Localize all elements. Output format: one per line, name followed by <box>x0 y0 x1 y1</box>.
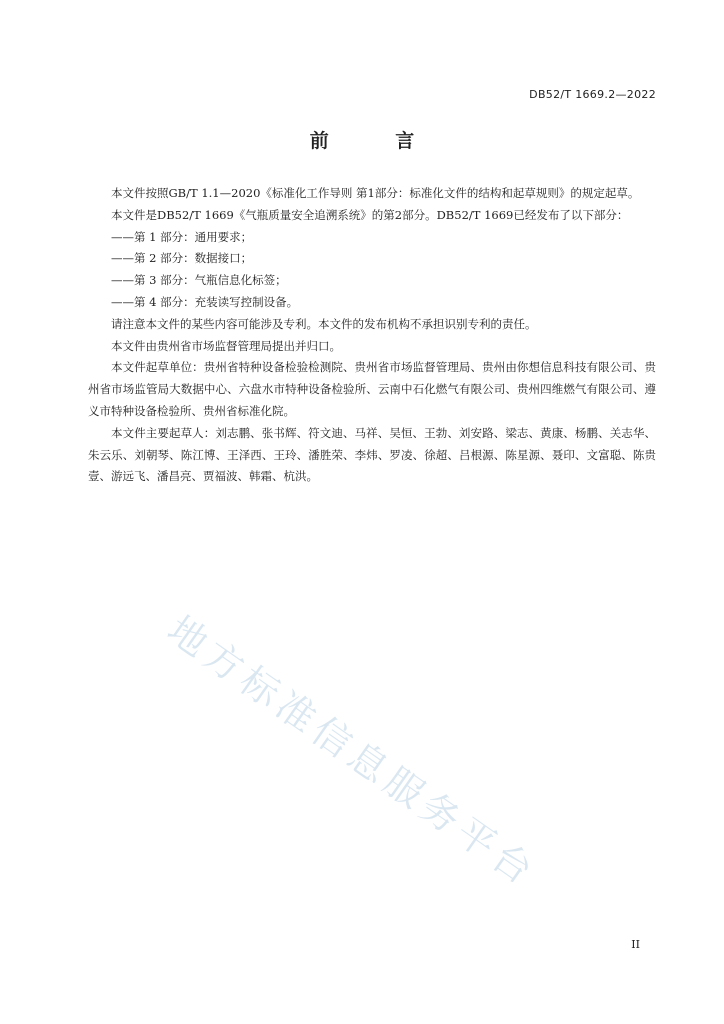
list-item-part-2: ——第 2 部分：数据接口； <box>111 251 253 266</box>
page-number: II <box>631 938 640 951</box>
paragraph-patent-notice: 请注意本文件的某些内容可能涉及专利。本文件的发布机构不承担识别专利的责任。 <box>111 316 537 331</box>
watermark: 地方标准信息服务平台 <box>159 607 546 896</box>
foreword-body <box>88 183 656 488</box>
list-item-part-1: ——第 1 部分：通用要求； <box>111 229 253 244</box>
list-item-part-3: ——第 3 部分：气瓶信息化标签； <box>111 273 287 288</box>
paragraph-proposer: 本文件由贵州省市场监督管理局提出并归口。 <box>111 338 341 353</box>
paragraph-drafting-units: 本文件起草单位：贵州省特种设备检验检测院、贵州省市场监督管理局、贵州由你想信息科技有限公司、贵州省市场监管局大数据中心、六盘水市特种设备检验所、云南中石化燃气有限公司、贵州四维燃气有限公司、遵义市特种设备检验所、贵州省标准化院。 <box>88 360 656 418</box>
paragraph-drafting-rules: 本文件按照GB/T 1.1—2020《标准化工作导则 第1部分：标准化文件的结构和起草规则》的规定起草。 <box>111 186 640 200</box>
paragraph-drafters: 本文件主要起草人：刘志鹏、张书辉、符文迪、马祥、吴恒、王勃、刘安路、梁志、黄康、杨鹏、关志华、朱云乐、刘朝琴、陈江博、王泽西、王玲、潘胜荣、李炜、罗凌、徐超、吕根源、陈星源、聂印、文富聪、陈贵壹、游远飞、潘昌亮、贾福波、韩霜、杭洪。 <box>88 425 656 484</box>
document-code: DB52/T 1669.2—2022 <box>529 88 656 101</box>
page-title: 前 言 <box>309 130 445 152</box>
list-item-part-4: ——第 4 部分：充装读写控制设备。 <box>111 294 299 309</box>
paragraph-series-intro: 本文件是DB52/T 1669《气瓶质量安全追溯系统》的第2部分。DB52/T 1669已经发布了以下部分： <box>111 207 629 222</box>
